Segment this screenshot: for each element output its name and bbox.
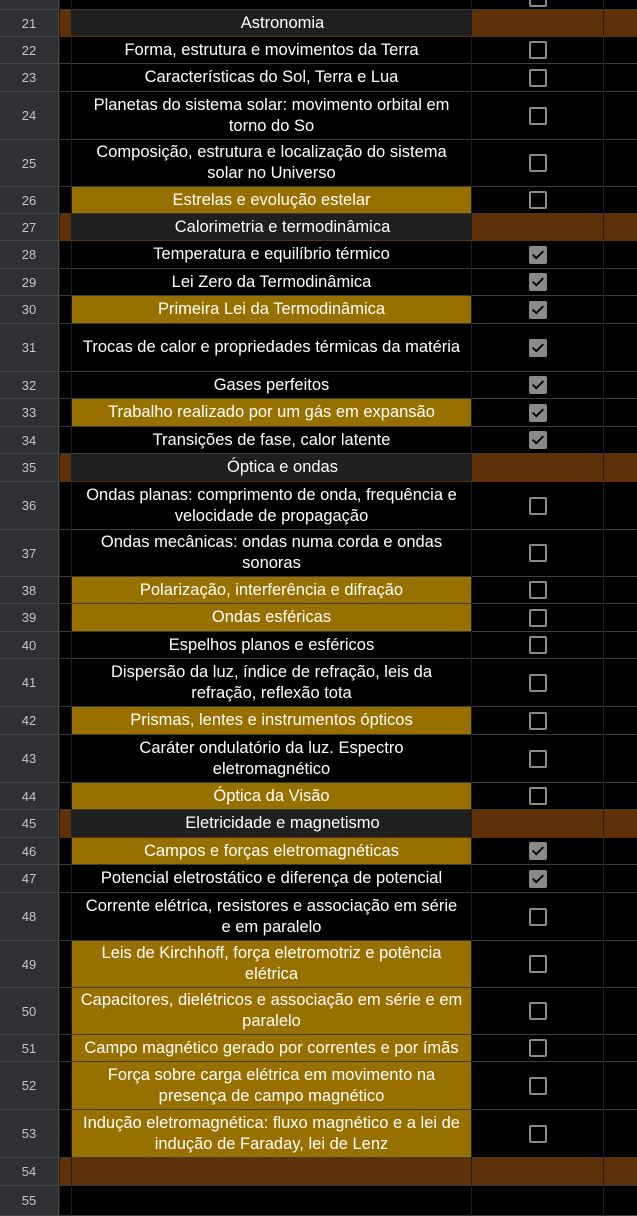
checkbox-cell[interactable]: [472, 1186, 603, 1216]
cell-a[interactable]: [60, 399, 71, 427]
cell-d[interactable]: [604, 64, 637, 92]
row-number[interactable]: 42: [0, 707, 59, 735]
topic-cell[interactable]: Capacitores, dielétricos e associação em série e em paralelo: [72, 988, 471, 1035]
checked-checkbox[interactable]: [529, 842, 547, 860]
cell-a[interactable]: [60, 659, 71, 707]
row-number[interactable]: 21: [0, 10, 59, 37]
row-number[interactable]: 31: [0, 324, 59, 372]
checked-checkbox[interactable]: [529, 301, 547, 319]
row-number[interactable]: 49: [0, 941, 59, 988]
cell-a[interactable]: [60, 1035, 71, 1062]
row-number[interactable]: 26: [0, 187, 59, 214]
cell-a[interactable]: [60, 140, 71, 187]
topic-cell[interactable]: Leis de Kirchhoff, força eletromotriz e potência elétrica: [72, 941, 471, 988]
checkmark-icon: [531, 341, 545, 355]
unchecked-checkbox[interactable]: [529, 712, 547, 730]
table-row: [0, 1186, 637, 1216]
table-row: [0, 37, 637, 64]
unchecked-checkbox[interactable]: [529, 107, 547, 125]
cell-d[interactable]: [604, 1062, 637, 1110]
section-title[interactable]: Calorimetria e termodinâmica: [60, 214, 637, 241]
checkmark-icon: [531, 844, 545, 858]
checkmark-icon: [531, 275, 545, 289]
table-row: [0, 941, 637, 988]
checkbox-cell[interactable]: [472, 269, 603, 296]
table-row: [0, 735, 637, 783]
unchecked-checkbox[interactable]: [529, 787, 547, 805]
unchecked-checkbox[interactable]: [529, 1002, 547, 1020]
table-row: [0, 241, 637, 269]
table-row: [0, 659, 637, 707]
row-number[interactable]: 51: [0, 1035, 59, 1062]
checkbox-cell[interactable]: [472, 865, 603, 893]
table-row: [0, 530, 637, 577]
topic-cell[interactable]: Polarização, interferência e difração: [72, 577, 471, 604]
cell-a[interactable]: [60, 427, 71, 454]
cell-d[interactable]: [604, 92, 637, 140]
topic-cell[interactable]: [72, 1186, 471, 1216]
checkbox-cell[interactable]: [472, 577, 603, 604]
table-row: [0, 1035, 637, 1062]
section-header-row: [0, 454, 637, 482]
checkbox-cell[interactable]: [472, 187, 603, 214]
table-row: [0, 632, 637, 659]
checkbox-cell[interactable]: [472, 941, 603, 988]
cell-a[interactable]: [60, 735, 71, 783]
cell-d[interactable]: [604, 427, 637, 454]
table-row: [0, 269, 637, 296]
checkbox-cell[interactable]: [472, 64, 603, 92]
cell-a[interactable]: [60, 865, 71, 893]
row-number[interactable]: 25: [0, 140, 59, 187]
cell-d[interactable]: [604, 324, 637, 372]
cell-d[interactable]: [604, 1158, 637, 1186]
checkbox-cell[interactable]: [472, 783, 603, 810]
checkbox-cell[interactable]: [472, 604, 603, 632]
cell-d[interactable]: [604, 632, 637, 659]
cell-d[interactable]: [604, 604, 637, 632]
cell-a[interactable]: [60, 37, 71, 64]
topic-cell[interactable]: Corrente elétrica, resistores e associação em série e em paralelo: [72, 893, 471, 941]
checkbox-cell[interactable]: [472, 324, 603, 372]
unchecked-checkbox[interactable]: [529, 636, 547, 654]
cell-a[interactable]: [60, 988, 71, 1035]
row-number[interactable]: 53: [0, 1110, 59, 1158]
checkbox-cell[interactable]: [472, 838, 603, 865]
checkbox-cell[interactable]: [472, 296, 603, 324]
checkbox-cell[interactable]: [472, 399, 603, 427]
cell-d[interactable]: [604, 399, 637, 427]
row-number[interactable]: 44: [0, 783, 59, 810]
topic-cell[interactable]: Estrelas e evolução estelar: [72, 187, 471, 214]
topic-cell[interactable]: Campos e forças eletromagnéticas: [72, 838, 471, 865]
checkbox-cell[interactable]: [472, 530, 603, 577]
table-row: [0, 296, 637, 324]
row-number[interactable]: 34: [0, 427, 59, 454]
cell-a[interactable]: [60, 941, 71, 988]
section-header-row: [0, 10, 637, 37]
cell-d[interactable]: [604, 1110, 637, 1158]
topic-cell[interactable]: Força sobre carga elétrica em movimento na presença de campo magnético: [72, 1062, 471, 1110]
cell-a[interactable]: [60, 1062, 71, 1110]
checkbox[interactable]: [529, 0, 547, 7]
checkmark-icon: [531, 433, 545, 447]
cell-a[interactable]: [60, 372, 71, 399]
cell-a[interactable]: [60, 1186, 71, 1216]
cell-a[interactable]: [60, 64, 71, 92]
section-header-row: [0, 214, 637, 241]
checkmark-icon: [531, 406, 545, 420]
row-number[interactable]: 22: [0, 37, 59, 64]
table-row: [0, 482, 637, 530]
checkbox-cell[interactable]: [472, 659, 603, 707]
checked-checkbox[interactable]: [529, 246, 547, 264]
checkbox-cell[interactable]: [472, 372, 603, 399]
topic-cell[interactable]: Prismas, lentes e instrumentos ópticos: [72, 707, 471, 735]
row-number[interactable]: 50: [0, 988, 59, 1035]
checkbox-cell[interactable]: [472, 1158, 603, 1186]
topic-cell[interactable]: Campo magnético gerado por correntes e por ímãs: [72, 1035, 471, 1062]
topic-cell[interactable]: Gases perfeitos: [72, 372, 471, 399]
cell-d[interactable]: [604, 941, 637, 988]
row-number[interactable]: 32: [0, 372, 59, 399]
table-row: [0, 324, 637, 372]
unchecked-checkbox[interactable]: [529, 581, 547, 599]
unchecked-checkbox[interactable]: [529, 609, 547, 627]
row-number[interactable]: 23: [0, 64, 59, 92]
cell-a[interactable]: [60, 269, 71, 296]
row-number[interactable]: 46: [0, 838, 59, 865]
row-number[interactable]: 41: [0, 659, 59, 707]
unchecked-checkbox[interactable]: [529, 154, 547, 172]
checked-checkbox[interactable]: [529, 870, 547, 888]
partial-row: [0, 0, 637, 10]
unchecked-checkbox[interactable]: [529, 69, 547, 87]
unchecked-checkbox[interactable]: [529, 674, 547, 692]
cell-a[interactable]: [60, 482, 71, 530]
checkbox-cell[interactable]: [472, 632, 603, 659]
cell-d[interactable]: [604, 140, 637, 187]
topic-cell[interactable]: Composição, estrutura e localização do sistema solar no Universo: [72, 140, 471, 187]
topic-cell[interactable]: [72, 1158, 471, 1186]
checked-checkbox[interactable]: [529, 431, 547, 449]
unchecked-checkbox[interactable]: [529, 544, 547, 562]
checkbox-cell[interactable]: [472, 707, 603, 735]
row-number[interactable]: 48: [0, 893, 59, 941]
row-number[interactable]: 40: [0, 632, 59, 659]
topic-cell[interactable]: Temperatura e equilíbrio térmico: [72, 241, 471, 269]
cell-d[interactable]: [604, 838, 637, 865]
checkbox-cell[interactable]: [472, 893, 603, 941]
checkbox-cell[interactable]: [472, 92, 603, 140]
cell-d[interactable]: [604, 893, 637, 941]
topic-cell[interactable]: Espelhos planos e esféricos: [72, 632, 471, 659]
checked-checkbox[interactable]: [529, 339, 547, 357]
table-row: [0, 187, 637, 214]
table-row: [0, 399, 637, 427]
cell-d[interactable]: [604, 530, 637, 577]
cell-a[interactable]: [60, 893, 71, 941]
topic-cell[interactable]: Trabalho realizado por um gás em expansão: [72, 399, 471, 427]
cell-d[interactable]: [604, 735, 637, 783]
checkbox-cell[interactable]: [472, 988, 603, 1035]
row-number[interactable]: 52: [0, 1062, 59, 1110]
section-title[interactable]: Astronomia: [60, 10, 637, 37]
row-number[interactable]: 35: [0, 454, 59, 482]
topic-cell[interactable]: Potencial eletrostático e diferença de potencial: [72, 865, 471, 893]
table-row: [0, 92, 637, 140]
row-number[interactable]: 27: [0, 214, 59, 241]
checkbox-cell[interactable]: [472, 1110, 603, 1158]
cell-a[interactable]: [60, 324, 71, 372]
table-row: [0, 1062, 637, 1110]
cell-d[interactable]: [604, 707, 637, 735]
unchecked-checkbox[interactable]: [529, 41, 547, 59]
unchecked-checkbox[interactable]: [529, 1125, 547, 1143]
row-number[interactable]: 54: [0, 1158, 59, 1186]
cell-a[interactable]: [60, 530, 71, 577]
unchecked-checkbox[interactable]: [529, 1039, 547, 1057]
row-number[interactable]: 39: [0, 604, 59, 632]
checkbox-cell[interactable]: [472, 241, 603, 269]
topic-cell[interactable]: Transições de fase, calor latente: [72, 427, 471, 454]
topic-cell[interactable]: Lei Zero da Termodinâmica: [72, 269, 471, 296]
section-header-row: [0, 810, 637, 838]
unchecked-checkbox[interactable]: [529, 750, 547, 768]
topic-cell[interactable]: Ondas esféricas: [72, 604, 471, 632]
checkbox-cell[interactable]: [472, 37, 603, 64]
table-row: [0, 988, 637, 1035]
row-number[interactable]: 28: [0, 241, 59, 269]
cell-d[interactable]: [604, 269, 637, 296]
table-row: [0, 1110, 637, 1158]
topic-cell[interactable]: Forma, estrutura e movimentos da Terra: [72, 37, 471, 64]
table-row: [0, 372, 637, 399]
section-title[interactable]: Óptica e ondas: [60, 454, 637, 482]
row-number[interactable]: 29: [0, 269, 59, 296]
cell-d[interactable]: [604, 241, 637, 269]
topic-cell[interactable]: Ondas mecânicas: ondas numa corda e ondas sonoras: [72, 530, 471, 577]
cell-a[interactable]: [60, 1110, 71, 1158]
cell-d[interactable]: [604, 577, 637, 604]
row-number[interactable]: 33: [0, 399, 59, 427]
topic-cell[interactable]: Primeira Lei da Termodinâmica: [72, 296, 471, 324]
cell-a[interactable]: [60, 187, 71, 214]
table-row: [0, 427, 637, 454]
checked-checkbox[interactable]: [529, 376, 547, 394]
row-number[interactable]: 55: [0, 1186, 59, 1216]
cell-d[interactable]: [604, 482, 637, 530]
unchecked-checkbox[interactable]: [529, 1077, 547, 1095]
cell-d[interactable]: [604, 988, 637, 1035]
table-row: [0, 783, 637, 810]
cell-a[interactable]: [60, 783, 71, 810]
table-row: [0, 1158, 637, 1186]
row-number[interactable]: 30: [0, 296, 59, 324]
checked-checkbox[interactable]: [529, 273, 547, 291]
row-number[interactable]: 24: [0, 92, 59, 140]
cell-a[interactable]: [60, 707, 71, 735]
row-number[interactable]: 43: [0, 735, 59, 783]
topic-cell[interactable]: Características do Sol, Terra e Lua: [72, 64, 471, 92]
cell-a[interactable]: [60, 604, 71, 632]
topic-cell[interactable]: Dispersão da luz, índice de refração, leis da refração, reflexão tota: [72, 659, 471, 707]
cell-a[interactable]: [60, 241, 71, 269]
cell-a[interactable]: [60, 577, 71, 604]
checkmark-icon: [531, 303, 545, 317]
unchecked-checkbox[interactable]: [529, 955, 547, 973]
cell-a[interactable]: [60, 632, 71, 659]
cell-d[interactable]: [604, 659, 637, 707]
checkbox-cell[interactable]: [472, 1062, 603, 1110]
section-title[interactable]: Eletricidade e magnetismo: [60, 810, 637, 838]
checkmark-icon: [531, 378, 545, 392]
unchecked-checkbox[interactable]: [529, 497, 547, 515]
checkbox-cell[interactable]: [472, 427, 603, 454]
table-row: [0, 707, 637, 735]
table-row: [0, 838, 637, 865]
table-row: [0, 140, 637, 187]
checkbox-cell[interactable]: [472, 735, 603, 783]
cell-d[interactable]: [604, 37, 637, 64]
checked-checkbox[interactable]: [529, 404, 547, 422]
cell-d[interactable]: [604, 865, 637, 893]
cell-a[interactable]: [60, 1158, 71, 1186]
checkmark-icon: [531, 248, 545, 262]
table-row: [0, 865, 637, 893]
cell-d[interactable]: [604, 372, 637, 399]
topic-cell[interactable]: Trocas de calor e propriedades térmicas da matéria: [72, 324, 471, 372]
table-row: [0, 577, 637, 604]
checkbox-cell[interactable]: [472, 1035, 603, 1062]
table-row: [0, 604, 637, 632]
row-number[interactable]: 47: [0, 865, 59, 893]
cell-a[interactable]: [60, 296, 71, 324]
checkbox-cell[interactable]: [472, 140, 603, 187]
cell-a[interactable]: [60, 92, 71, 140]
topic-cell[interactable]: Indução eletromagnética: fluxo magnético e a lei de indução de Faraday, lei de Lenz: [72, 1110, 471, 1158]
row-number[interactable]: 45: [0, 810, 59, 838]
cell-d[interactable]: [604, 187, 637, 214]
topic-cell[interactable]: Óptica da Visão: [72, 783, 471, 810]
cell-d[interactable]: [604, 1186, 637, 1216]
unchecked-checkbox[interactable]: [529, 908, 547, 926]
topic-cell[interactable]: Ondas planas: comprimento de onda, frequência e velocidade de propagação: [72, 482, 471, 530]
row-number: [0, 0, 59, 10]
table-row: [0, 64, 637, 92]
checkbox-cell[interactable]: [472, 482, 603, 530]
table-row: [0, 893, 637, 941]
checkmark-icon: [531, 872, 545, 886]
row-number[interactable]: 37: [0, 530, 59, 577]
unchecked-checkbox[interactable]: [529, 191, 547, 209]
topic-cell[interactable]: Planetas do sistema solar: movimento orbital em torno do So: [72, 92, 471, 140]
row-number[interactable]: 36: [0, 482, 59, 530]
cell-d[interactable]: [604, 296, 637, 324]
topic-cell[interactable]: Caráter ondulatório da luz. Espectro eletromagnético: [72, 735, 471, 783]
cell-d[interactable]: [604, 1035, 637, 1062]
cell-d[interactable]: [604, 783, 637, 810]
row-number[interactable]: 38: [0, 577, 59, 604]
cell-a[interactable]: [60, 838, 71, 865]
